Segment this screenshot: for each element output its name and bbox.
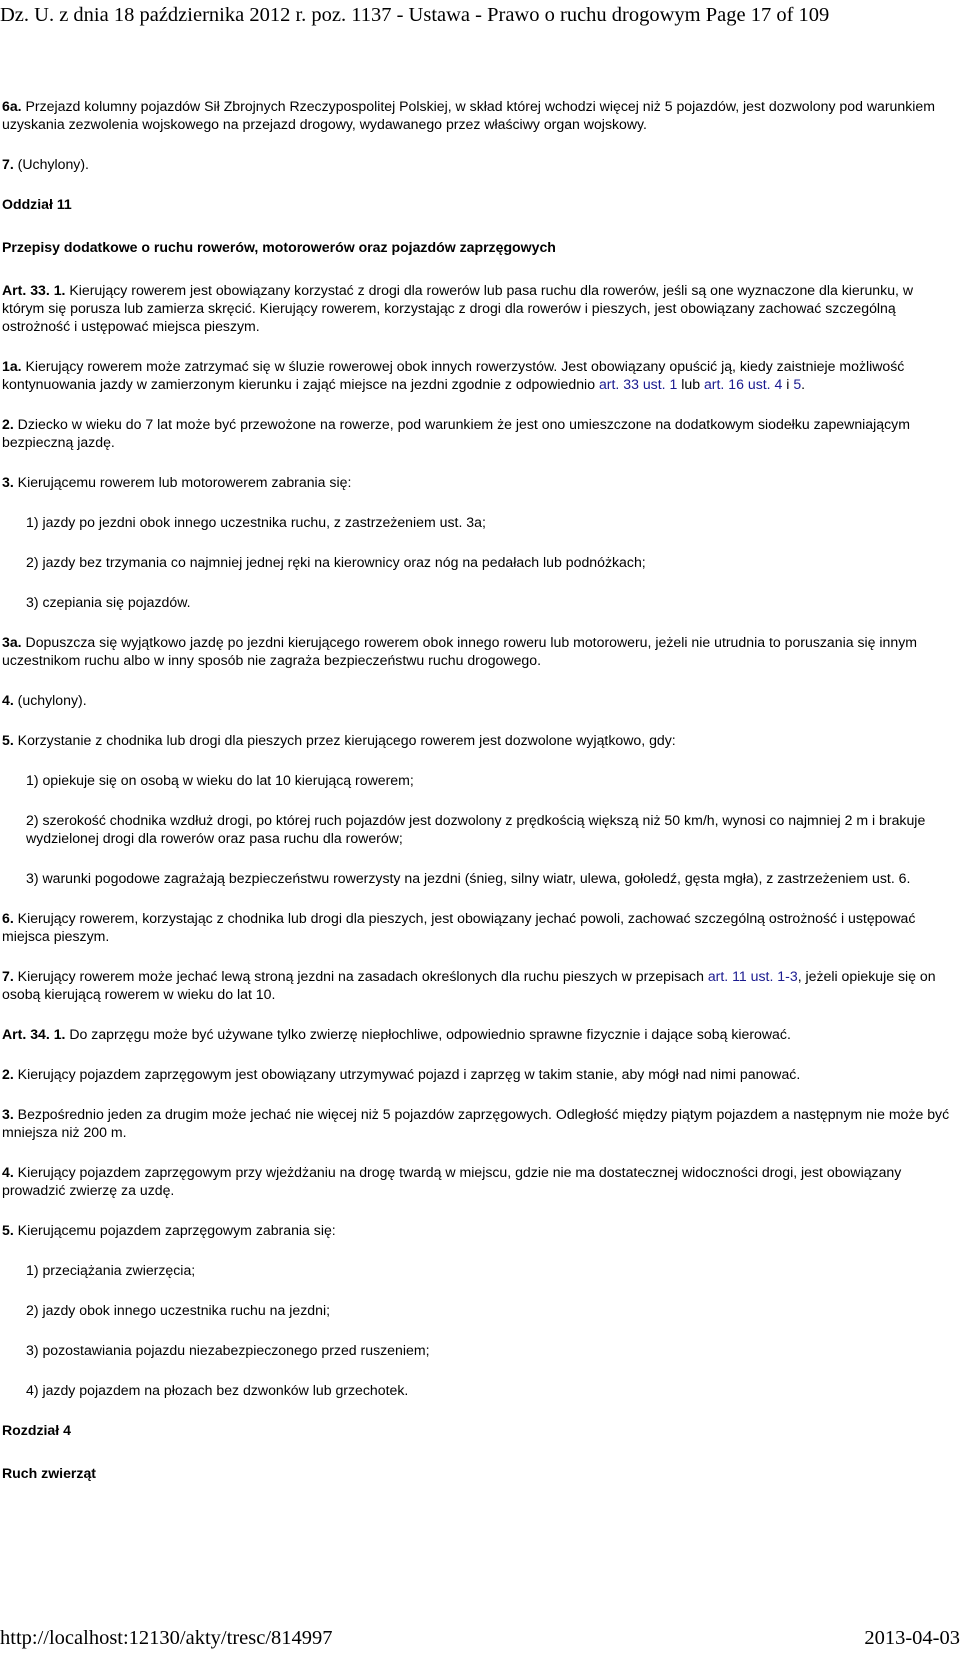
paragraph-text: Przejazd kolumny pojazdów Sił Zbrojnych Rzeczypospolitej Polskiej, w skład której wchodzi więcej niż 5 pojazdów, jest dozwolony pod warunkiem uzyskania zezwolenia wojskowego na przejazd drogowy, wydawanego przez właściwy organ wojskowy. bbox=[2, 98, 935, 132]
paragraph-art-34-4 bbox=[2, 1163, 954, 1199]
page-footer bbox=[0, 1623, 960, 1653]
section-heading: Przepisy dodatkowe o ruchu rowerów, motorowerów oraz pojazdów zaprzęgowych bbox=[2, 239, 556, 255]
reference-link[interactable]: ust. 1-3 bbox=[750, 968, 798, 984]
page-header: Dz. U. z dnia 18 października 2012 r. poz. 1137 - Ustawa - Prawo o ruchu drogowym Page 17 of 109 bbox=[0, 4, 830, 26]
paragraph-p-6a bbox=[2, 97, 954, 133]
paragraph-number: 5. bbox=[2, 1222, 14, 1238]
paragraph-text: Kierujący rowerem może jechać lewą stroną jezdni na zasadach określonych dla ruchu pieszych w przepisach bbox=[13, 968, 708, 984]
paragraph-text: Kierujący rowerem jest obowiązany korzystać z drogi dla rowerów lub pasa ruchu dla rowerów, jeśli są one wyznaczone dla kierunku, w którym się porusza lub zamierza skręcić. Kierujący rowerem, korzystając z drogi dla rowerów i pieszych, jest obowiązany zachować szczególną ostrożność i ustępować miejsca pieszym. bbox=[2, 282, 914, 334]
list-item-text: 3) pozostawiania pojazdu niezabezpieczonego przed ruszeniem; bbox=[26, 1342, 430, 1358]
paragraph-art-33-1 bbox=[2, 281, 954, 335]
paragraph-text: Kierujący pojazdem zaprzęgowym jest obowiązany utrzymywać pojazd i zaprzęg w takim stanie, aby mógł nad nimi panować. bbox=[13, 1066, 801, 1082]
paragraph-art-34-5-1 bbox=[2, 1261, 954, 1279]
paragraph-text: Kierującemu pojazdem zaprzęgowym zabrania się: bbox=[13, 1222, 336, 1238]
reference-link[interactable]: art. 33 bbox=[598, 376, 639, 392]
paragraph-number: 1a. bbox=[2, 358, 22, 374]
paragraph-text: Kierującemu rowerem lub motorowerem zabrania się: bbox=[13, 474, 352, 490]
paragraph-art-33-3a bbox=[2, 633, 954, 669]
paragraph-art-33-3-2 bbox=[2, 553, 954, 571]
paragraph-text: Do zaprzęgu może być używane tylko zwierzę niepłochliwe, odpowiednio sprawne fizycznie i dające sobą kierować. bbox=[65, 1026, 791, 1042]
section-heading: Rozdział 4 bbox=[2, 1422, 71, 1438]
paragraph-text: Dziecko w wieku do 7 lat może być przewożone na rowerze, pod warunkiem że jest ono umieszczone na dodatkowym siodełku zapewniającym bezpieczną jazdę. bbox=[2, 416, 910, 450]
paragraph-number: 3. bbox=[2, 1106, 14, 1122]
paragraph-text: Kierujący rowerem, korzystając z chodnika lub drogi dla pieszych, jest obowiązany jechać powoli, zachować szczególną ostrożność i ustępować miejsca pieszym. bbox=[2, 910, 916, 944]
reference-link[interactable]: ust. 1 bbox=[642, 376, 678, 392]
paragraph-art-34-2 bbox=[2, 1065, 954, 1083]
paragraph-art-33-5-3 bbox=[2, 869, 954, 887]
paragraph-art-33-5 bbox=[2, 731, 954, 749]
reference-joiner: lub bbox=[677, 376, 704, 392]
footer-date: 2013-04-03 bbox=[864, 1627, 960, 1649]
paragraph-text: Kierujący pojazdem zaprzęgowym przy wjeżdżaniu na drogę twardą w miejscu, gdzie nie ma dostatecznej widoczności drogi, jest obowiązany prowadzić zwierzę za uzdę. bbox=[2, 1164, 902, 1198]
paragraph-art-33-3 bbox=[2, 473, 954, 491]
section-heading: Ruch zwierząt bbox=[2, 1465, 96, 1481]
reference-link[interactable]: 5 bbox=[793, 376, 802, 392]
paragraph-art-33-6 bbox=[2, 909, 954, 945]
paragraph-number: 2. bbox=[2, 1066, 14, 1082]
list-item-text: 2) szerokość chodnika wzdłuż drogi, po której ruch pojazdów jest dozwolony z prędkością większą niż 50 km/h, wynosi co najmniej 2 m i brakuje wydzielonej drogi dla rowerów oraz pasa ruchu dla rowerów; bbox=[26, 812, 926, 846]
paragraph-text: (Uchylony). bbox=[13, 156, 89, 172]
document-content bbox=[2, 97, 954, 1507]
paragraph-text: Bezpośrednio jeden za drugim może jechać nie więcej niż 5 pojazdów zaprzęgowych. Odległość między piątym pojazdem a następnym nie może być mniejsza niż 200 m. bbox=[2, 1106, 950, 1140]
paragraph-text: Kierujący rowerem może zatrzymać się w śluzie rowerowej obok innych rowerzystów. Jest obowiązany opuścić ją, kiedy zaistnieje możliwość kontynuowania jazdy w zamierzonym kierunku i zająć miejsce na jezdni zgodnie z odpowiednio bbox=[2, 358, 905, 392]
paragraph-art-33-5-2 bbox=[2, 811, 954, 847]
paragraph-art-33-1a bbox=[2, 357, 954, 393]
paragraph-number: 5. bbox=[2, 732, 14, 748]
paragraph-rozdzial-4-title bbox=[2, 1464, 954, 1482]
paragraph-number: 7. bbox=[2, 968, 14, 984]
list-item-text: 3) czepiania się pojazdów. bbox=[26, 594, 191, 610]
list-item-text: 1) jazdy po jezdni obok innego uczestnika ruchu, z zastrzeżeniem ust. 3a; bbox=[26, 514, 486, 530]
paragraph-text-tail: , jeżeli opiekuje się on osobą kierującą rowerem w wieku do lat 10. bbox=[2, 968, 936, 1002]
paragraph-text-tail: . bbox=[801, 376, 806, 392]
paragraph-number: 3a. bbox=[2, 634, 22, 650]
paragraph-number: 4. bbox=[2, 1164, 14, 1180]
paragraph-art-34-5-3 bbox=[2, 1341, 954, 1359]
list-item-text: 1) przeciążania zwierzęcia; bbox=[26, 1262, 196, 1278]
reference-link[interactable]: art. 11 bbox=[707, 968, 747, 984]
paragraph-art-34-5-2 bbox=[2, 1301, 954, 1319]
paragraph-number: 3. bbox=[2, 474, 14, 490]
paragraph-number: Art. 34. 1. bbox=[2, 1026, 66, 1042]
list-item-text: 3) warunki pogodowe zagrażają bezpieczeństwu rowerzysty na jezdni (śnieg, silny wiatr, ulewa, gołoledź, gęsta mgła), z zastrzeżeniem ust. 6. bbox=[26, 870, 911, 886]
paragraph-number: Art. 33. 1. bbox=[2, 282, 66, 298]
paragraph-art-33-2 bbox=[2, 415, 954, 451]
paragraph-art-33-7 bbox=[2, 967, 954, 1003]
paragraph-text: (uchylony). bbox=[13, 692, 87, 708]
paragraph-oddzial-11-title bbox=[2, 238, 954, 256]
list-item-text: 1) opiekuje się on osobą w wieku do lat 10 kierującą rowerem; bbox=[26, 772, 414, 788]
reference-joiner: i bbox=[782, 376, 794, 392]
paragraph-text: Korzystanie z chodnika lub drogi dla pieszych przez kierującego rowerem jest dozwolone wyjątkowo, gdy: bbox=[13, 732, 676, 748]
list-item-text: 2) jazdy obok innego uczestnika ruchu na jezdni; bbox=[26, 1302, 330, 1318]
list-item-text: 2) jazdy bez trzymania co najmniej jednej ręki na kierownicy oraz nóg na pedałach lub podnóżkach; bbox=[26, 554, 646, 570]
reference-link[interactable]: art. 16 bbox=[703, 376, 744, 392]
paragraph-number: 6. bbox=[2, 910, 14, 926]
paragraph-number: 2. bbox=[2, 416, 14, 432]
paragraph-text: Dopuszcza się wyjątkowo jazdę po jezdni kierującego rowerem obok innego roweru lub motoroweru, jeżeli nie utrudnia to poruszania się innym uczestnikom ruchu albo w inny sposób nie zagraża bezpieczeństwu ruchu drogowego. bbox=[2, 634, 918, 668]
paragraph-art-33-3-3 bbox=[2, 593, 954, 611]
paragraph-rozdzial-4 bbox=[2, 1421, 954, 1439]
paragraph-oddzial-11 bbox=[2, 195, 954, 213]
list-item-text: 4) jazdy pojazdem na płozach bez dzwonków lub grzechotek. bbox=[26, 1382, 409, 1398]
paragraph-art-34-5-4 bbox=[2, 1381, 954, 1399]
paragraph-art-34-5 bbox=[2, 1221, 954, 1239]
paragraph-art-34-1 bbox=[2, 1025, 954, 1043]
section-heading: Oddział 11 bbox=[2, 196, 72, 212]
paragraph-art-34-3 bbox=[2, 1105, 954, 1141]
paragraph-art-33-4 bbox=[2, 691, 954, 709]
footer-url: http://localhost:12130/akty/tresc/814997 bbox=[0, 1627, 333, 1649]
paragraph-number: 4. bbox=[2, 692, 14, 708]
paragraph-number: 7. bbox=[2, 156, 14, 172]
paragraph-art-33-5-1 bbox=[2, 771, 954, 789]
paragraph-art-33-3-1 bbox=[2, 513, 954, 531]
reference-link[interactable]: ust. 4 bbox=[747, 376, 783, 392]
paragraph-p-7 bbox=[2, 155, 954, 173]
paragraph-number: 6a. bbox=[2, 98, 22, 114]
